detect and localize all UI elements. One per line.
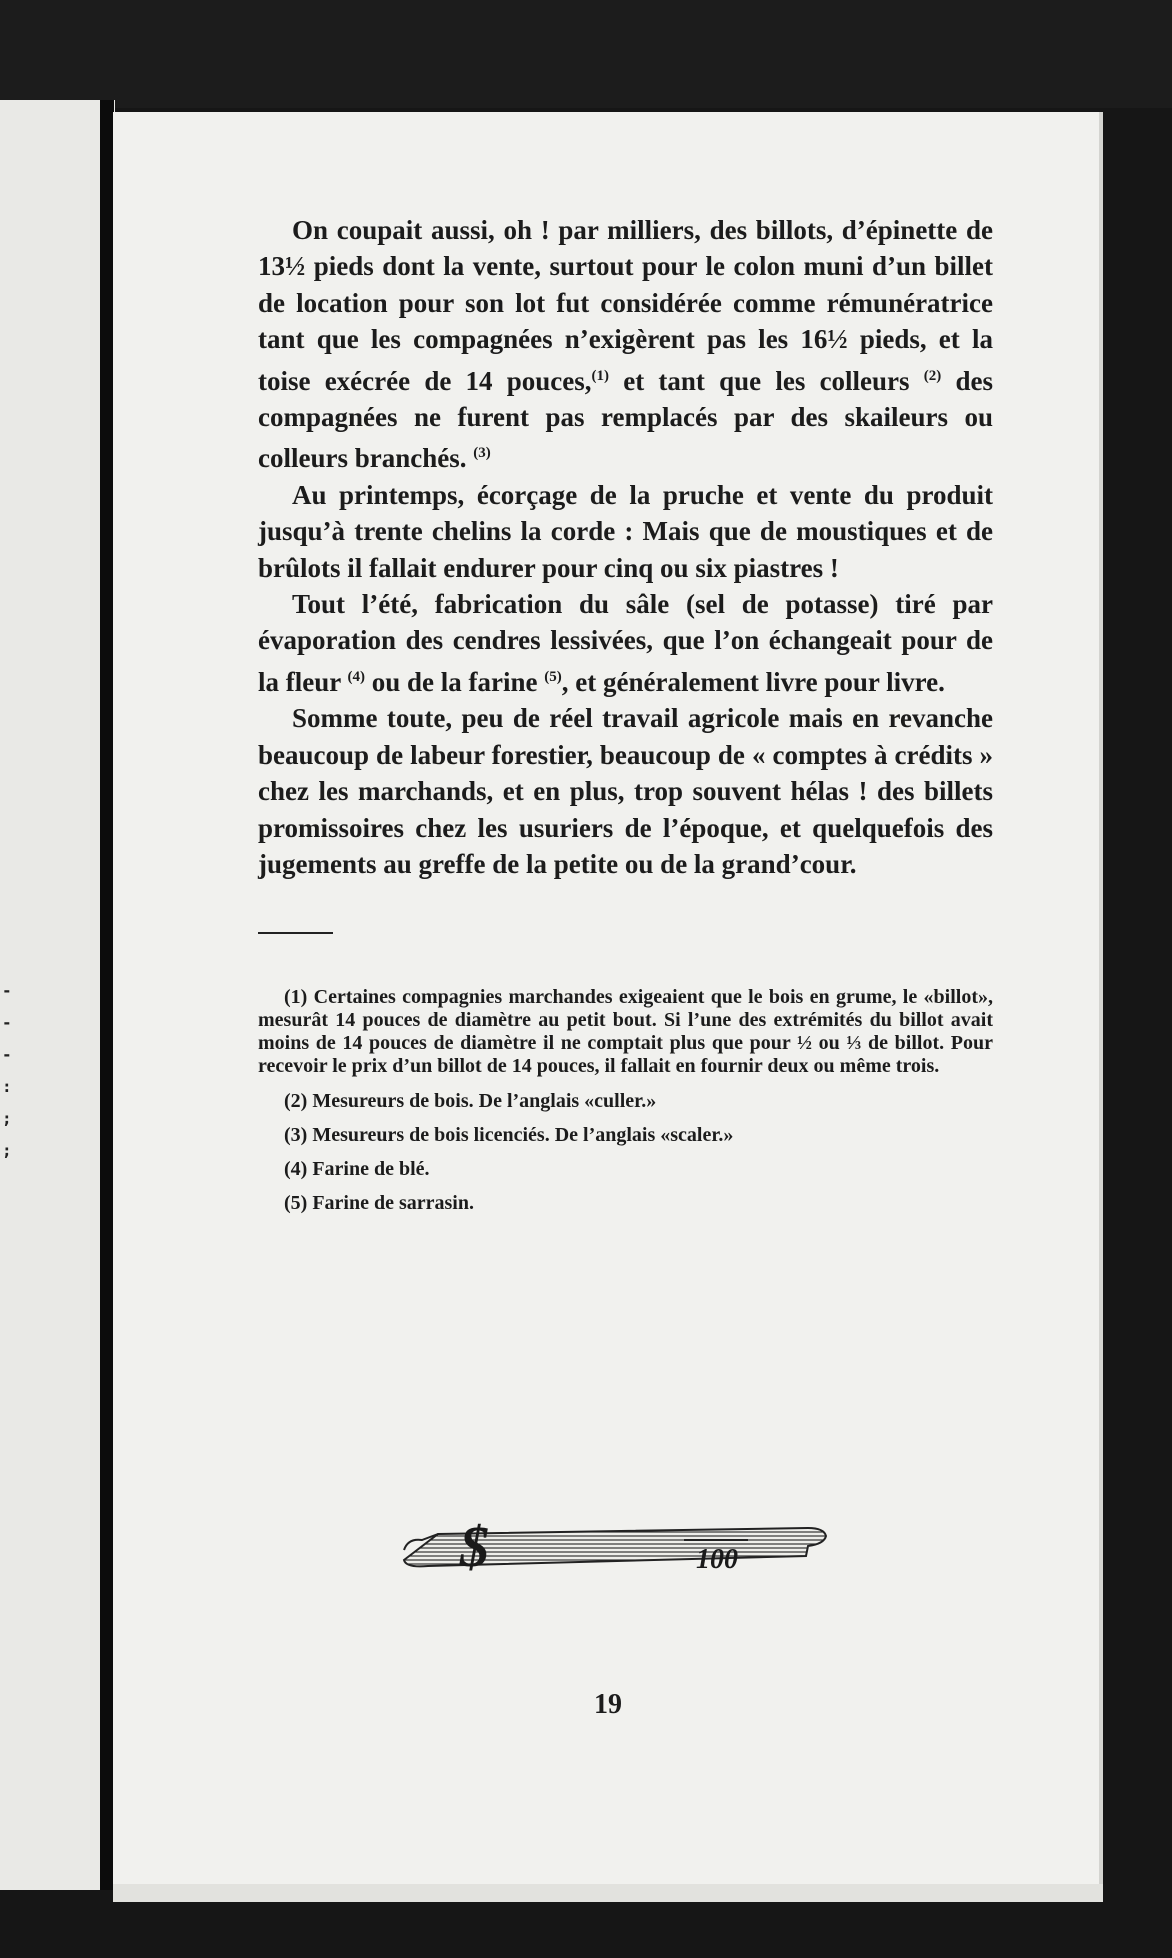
page-content — [258, 212, 993, 1214]
footnote-3 — [258, 1124, 993, 1146]
footnote-5 — [258, 1192, 993, 1214]
footnote-text: Mesureurs de bois licenciés. De l’anglais «scaler.» — [312, 1123, 734, 1146]
book-page — [113, 112, 1103, 1902]
footnote-text: Certaines compagnies marchandes exigeaient que le bois en grume, le «billot», mesurât 14 pouces de diamètre au petit bout. Si l’une des extrémités du billot avait moins de 14 pouces de diamètre il ne comptait plus que pour ½ ou ⅓ de billot. Pour recevoir le prix d’un billot de 14 pouces, il fallait en fournir deux ou même trois. — [258, 986, 994, 1077]
paragraph-1: On coupait aussi, oh ! par milliers, des billots, d’épinette de 13½ pieds dont la vente, surtout pour le colon muni d’un billet de location pour son lot fut considérée comme rémunératrice tant que les compagnées n’exigèrent pas les 16½ pieds, et la toise exécrée de 14 pouces,$^{(1)}$ et tant que les colleurs $^{(2)}$ des compagnées ne furent pas remplacés par des skaileurs ou colleurs branchés. $^{(3)}$ — [258, 215, 994, 474]
footnote-marker: (4) — [284, 1157, 308, 1180]
vignette-amount: 100 — [696, 1544, 738, 1575]
footnote-marker: (2) — [284, 1089, 308, 1112]
paragraph-4: Somme toute, peu de réel travail agricole mais en revanche beaucoup de labeur forestier, beaucoup de « comptes à crédits » chez les marchands, et en plus, trop souvent hélas ! des billets promissoires chez les usuriers de l’époque, et quelquefois des jugements au greffe de la petite ou de la grand’cour. — [258, 703, 993, 879]
body-text — [258, 212, 993, 882]
log-vignette-ornament — [398, 1502, 828, 1582]
margin-mark: : — [2, 1077, 12, 1096]
margin-mark: - — [2, 1013, 12, 1032]
footnote-1 — [258, 986, 993, 1077]
margin-mark: - — [2, 1045, 12, 1064]
previous-page-edge — [0, 100, 115, 1890]
page-number: 19 — [594, 1689, 622, 1720]
margin-mark: ; — [2, 1109, 12, 1128]
margin-mark: ; — [2, 1141, 12, 1160]
paragraph-3: Tout l’été, fabrication du sâle (sel de potasse) tiré par évaporation des cendres lessivées, que l’on échangeait pour de la fleur $^{(4)}$ ou de la farine $^{(5)}$, et généralement livre pour livre. — [258, 589, 993, 697]
previous-page-margin-marks — [2, 975, 16, 1167]
footnote-marker: (5) — [284, 1191, 308, 1214]
footnote-marker: (1) — [284, 986, 308, 1009]
footnote-ref: (5) — [544, 668, 562, 685]
footnote-4 — [258, 1158, 993, 1180]
book-binding-gutter — [100, 100, 114, 1890]
footnote-ref: (2) — [923, 367, 942, 384]
footnotes — [258, 986, 993, 1213]
footnote-text: Mesureurs de bois. De l’anglais «culler.» — [312, 1089, 657, 1112]
paragraph-2: Au printemps, écorçage de la pruche et vente du produit jusqu’à trente chelins la corde : Mais que de moustiques et de brûlots il fallait endurer pour cinq ou six piastres ! — [258, 479, 993, 583]
footnote-marker: (3) — [284, 1123, 308, 1146]
page-edge — [1099, 112, 1103, 1902]
footnote-ref: (4) — [347, 668, 365, 685]
vignette-dollar: $ — [460, 1514, 489, 1579]
page-bottom-shadow — [113, 1884, 1103, 1902]
footnote-text: Farine de blé. — [312, 1157, 430, 1180]
footnote-ref: (1) — [591, 367, 610, 384]
margin-mark: - — [2, 981, 12, 1000]
footnote-separator — [258, 932, 333, 934]
footnote-2 — [258, 1090, 993, 1112]
scan-background-top — [0, 0, 1172, 108]
footnote-text: Farine de sarrasin. — [312, 1191, 474, 1214]
footnote-ref: (3) — [473, 445, 491, 462]
